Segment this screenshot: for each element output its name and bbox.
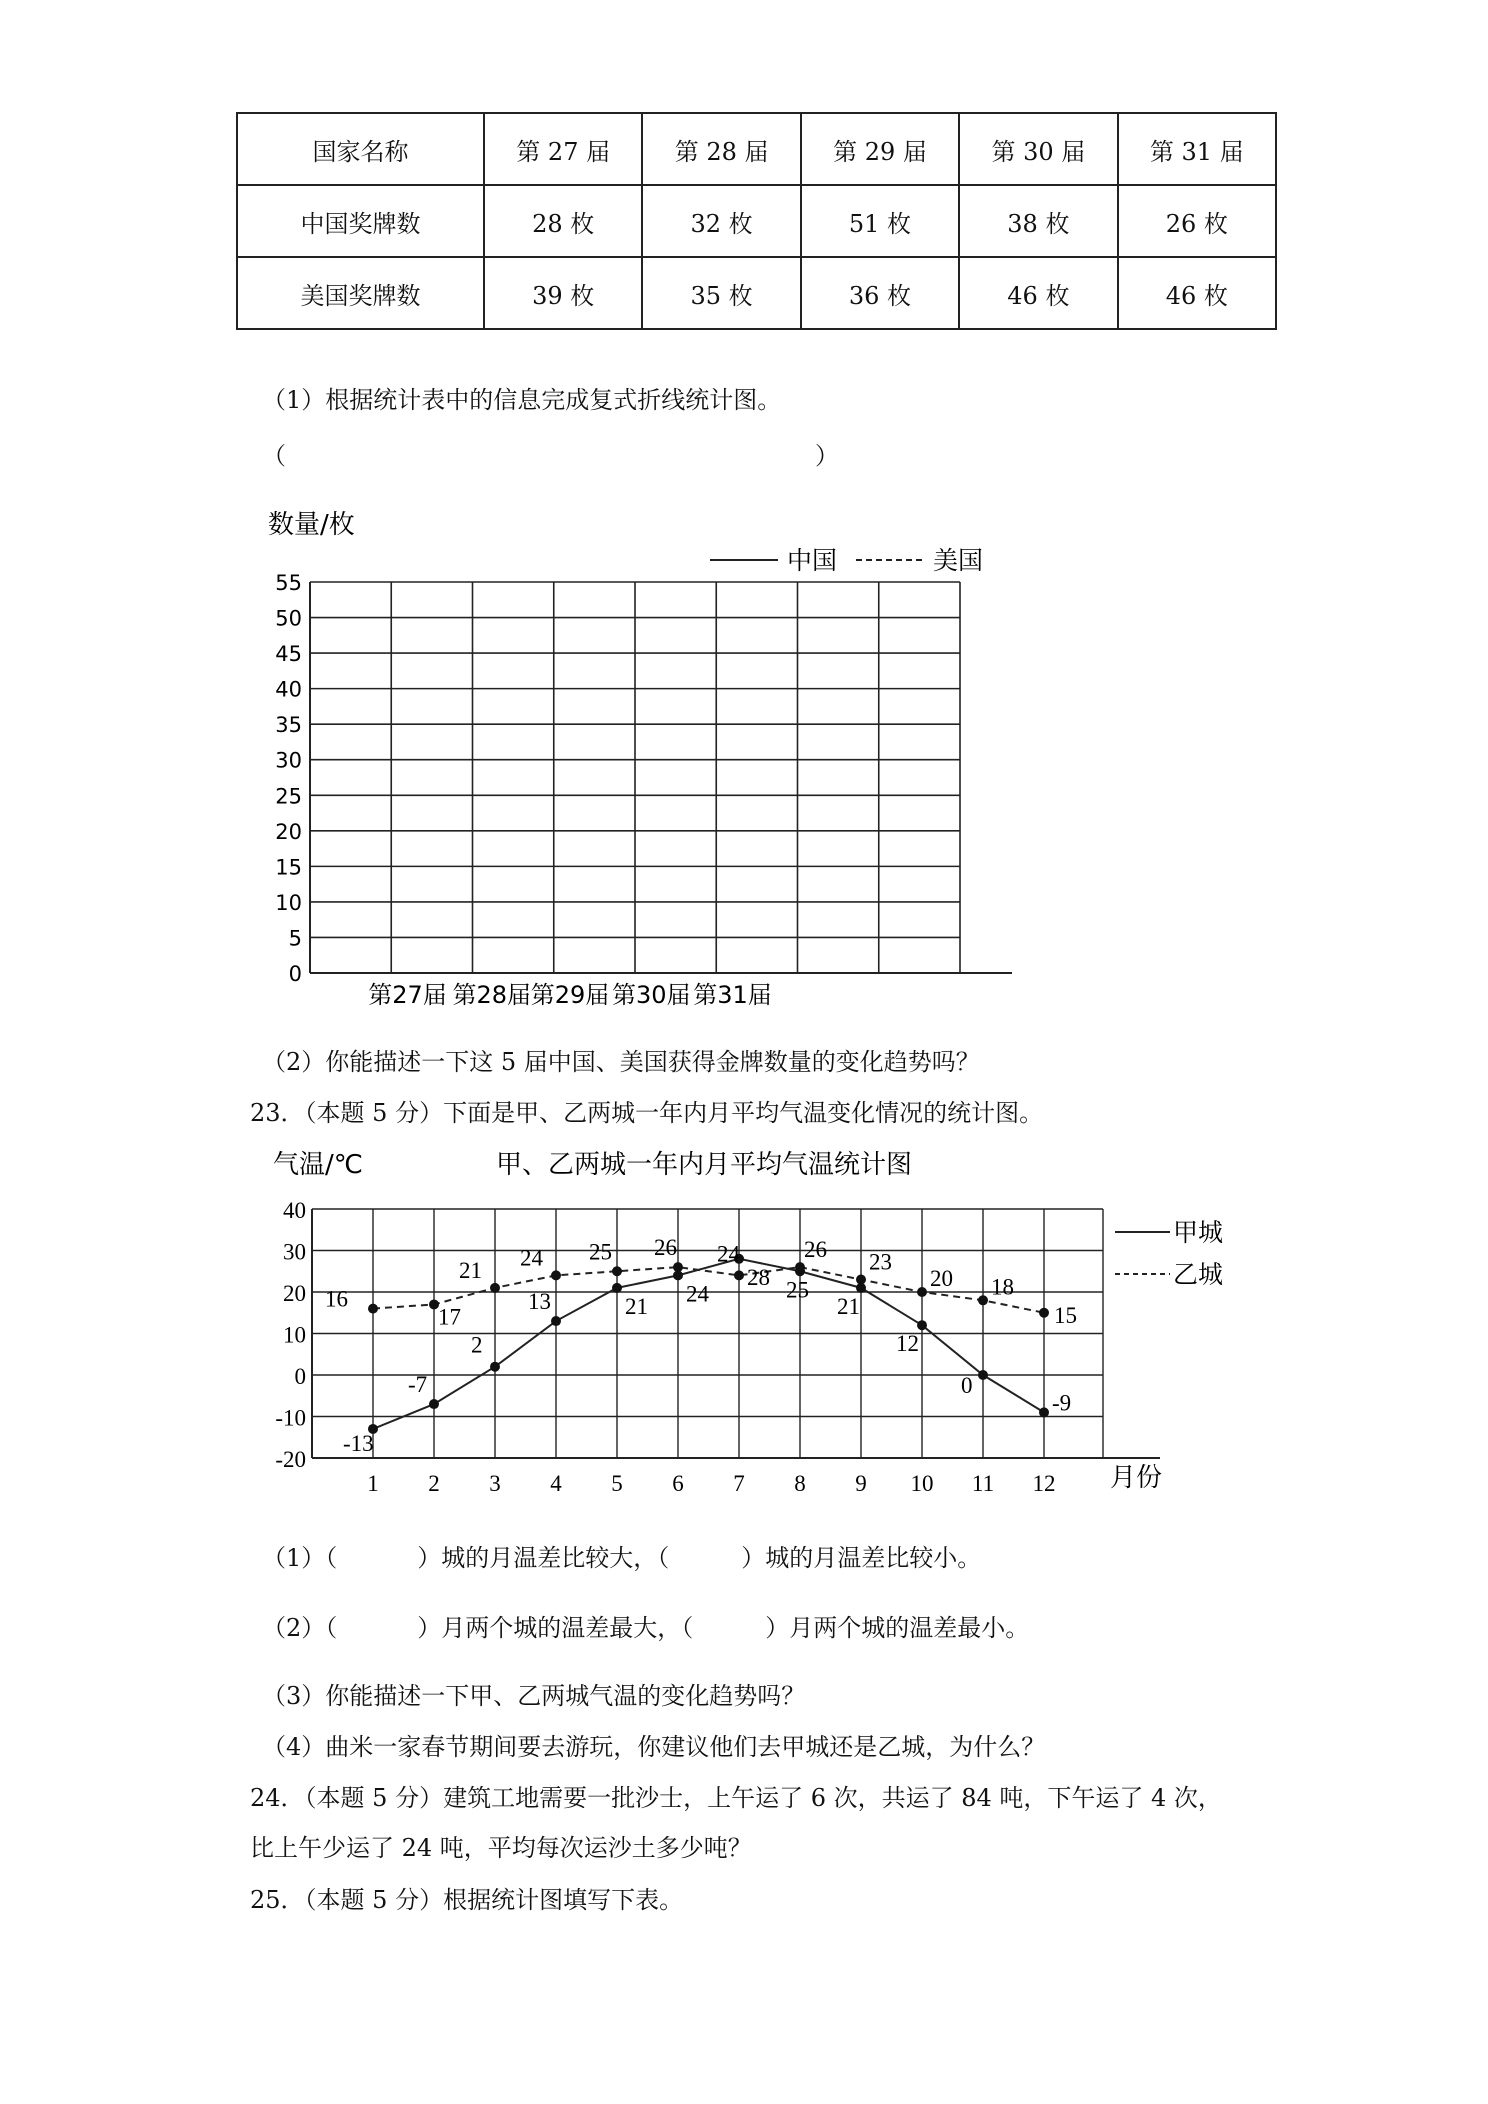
data-point — [612, 1283, 622, 1293]
y-tick-label: 0 — [294, 1364, 306, 1389]
x-tick-label: 第27届 — [368, 981, 447, 1009]
table-row — [237, 257, 1276, 329]
data-point — [490, 1283, 500, 1293]
x-tick-label: 4 — [550, 1471, 562, 1496]
y-tick-label: 40 — [283, 1198, 306, 1223]
temperature-chart — [260, 1140, 1260, 1520]
table-cell: 38 枚 — [959, 185, 1117, 257]
table-header-cell: 第 29 届 — [801, 113, 959, 185]
q23-p2-text-c: ）月两个城的温差最小。 — [765, 1614, 1030, 1642]
data-label-city-a: 2 — [471, 1332, 483, 1358]
y-tick-label: 35 — [275, 713, 302, 738]
q23-p4: （4）曲米一家春节期间要去游玩，你建议他们去甲城还是乙城，为什么？ — [262, 1733, 1046, 1761]
q23-p1-text-b: ）城的月温差比较大，（ — [417, 1544, 670, 1572]
data-point — [1039, 1308, 1049, 1318]
data-label-city-a: 28 — [747, 1264, 770, 1290]
q22-paren-close: ） — [815, 442, 839, 470]
data-label-city-a: 24 — [686, 1281, 709, 1307]
data-point — [1039, 1407, 1049, 1417]
q23-stem: 23．（本题 5 分）下面是甲、乙两城一年内月平均气温变化情况的统计图。 — [250, 1099, 1044, 1127]
y-tick-label: -10 — [275, 1405, 306, 1431]
table-row — [237, 185, 1276, 257]
x-tick-label: 第31届 — [693, 981, 772, 1009]
x-tick-label: 第30届 — [611, 981, 691, 1009]
q23-p3: （3）你能描述一下甲、乙两城气温的变化趋势吗？ — [262, 1682, 806, 1710]
legend-city-b: 乙城 — [1173, 1260, 1224, 1289]
x-tick-label: 8 — [794, 1471, 806, 1496]
chart1-x-ticks — [368, 981, 772, 1009]
chart1-y-ticks — [275, 571, 302, 986]
data-label-city-b: 18 — [991, 1274, 1014, 1300]
chart2-ylabel: 气温/℃ — [273, 1150, 363, 1180]
data-label-city-b: 24 — [717, 1241, 740, 1267]
data-point — [551, 1316, 561, 1326]
data-point — [917, 1287, 927, 1297]
data-label-city-b: 16 — [325, 1286, 348, 1312]
legend-china: 中国 — [787, 546, 838, 575]
table-cell: 美国奖牌数 — [237, 257, 484, 329]
x-tick-label: 第28届 — [452, 981, 532, 1009]
data-label-city-a: -7 — [408, 1372, 428, 1398]
chart2-title: 甲、乙两城一年内月平均气温统计图 — [496, 1150, 913, 1180]
y-tick-label: 25 — [275, 784, 302, 809]
table-cell: 46 枚 — [1118, 257, 1276, 329]
chart1-legend — [710, 546, 983, 575]
table-cell: 46 枚 — [959, 257, 1117, 329]
x-tick-label: 6 — [672, 1471, 684, 1496]
data-label-city-b: 21 — [459, 1257, 482, 1283]
x-tick-label: 11 — [971, 1471, 995, 1496]
data-label-city-b: 17 — [438, 1304, 461, 1330]
y-tick-label: 30 — [275, 748, 302, 773]
medal-table — [236, 112, 1277, 330]
x-tick-label: 1 — [367, 1471, 379, 1496]
data-point — [612, 1266, 622, 1276]
q25-line1: 25．（本题 5 分）根据统计图填写下表。 — [250, 1886, 684, 1914]
q22-part2: （2）你能描述一下这 5 届中国、美国获得金牌数量的变化趋势吗？ — [262, 1048, 980, 1076]
x-tick-label: 9 — [855, 1471, 867, 1496]
data-point — [978, 1295, 988, 1305]
table-header-cell: 国家名称 — [237, 113, 484, 185]
legend-city-a: 甲城 — [1173, 1218, 1224, 1247]
data-point — [673, 1262, 683, 1272]
table-cell: 28 枚 — [484, 185, 642, 257]
x-tick-label: 2 — [428, 1471, 440, 1496]
table-header-cell: 第 27 届 — [484, 113, 642, 185]
medal-chart — [260, 500, 1040, 1020]
data-label-city-a: 25 — [786, 1277, 809, 1303]
table-header-cell: 第 28 届 — [642, 113, 800, 185]
q23-p2-text-a: （2）（ — [262, 1614, 338, 1642]
table-cell: 39 枚 — [484, 257, 642, 329]
data-label-city-a: 0 — [961, 1373, 973, 1398]
y-tick-label: 5 — [288, 926, 302, 951]
data-label-city-a: -9 — [1052, 1390, 1072, 1416]
q22-part1: （1）根据统计表中的信息完成复式折线统计图。 — [262, 386, 782, 414]
data-point — [429, 1399, 439, 1409]
y-tick-label: 10 — [275, 890, 302, 915]
q23-p1-text-c: ）城的月温差比较小。 — [741, 1544, 982, 1572]
data-label-city-a: 21 — [625, 1293, 648, 1319]
data-point — [978, 1370, 988, 1380]
q23-p1 — [262, 1538, 981, 1573]
q23-p2-text-b: ）月两个城的温差最大，（ — [417, 1614, 694, 1642]
data-label-city-a: -13 — [343, 1430, 374, 1456]
table-cell: 中国奖牌数 — [237, 185, 484, 257]
chart2-y-ticks — [275, 1198, 306, 1472]
x-tick-label: 5 — [611, 1471, 623, 1496]
table-header-cell: 第 30 届 — [959, 113, 1117, 185]
data-label-city-b: 26 — [654, 1235, 677, 1261]
data-label-city-b: 25 — [589, 1239, 612, 1265]
chart1-ylabel: 数量/枚 — [268, 510, 355, 540]
chart1-grid — [310, 582, 1012, 973]
y-tick-label: 15 — [275, 855, 302, 880]
y-tick-label: 50 — [275, 606, 302, 631]
data-point — [490, 1362, 500, 1372]
data-label-city-b: 26 — [804, 1237, 827, 1263]
x-tick-label: 12 — [1032, 1471, 1056, 1496]
chart2-legend — [1115, 1218, 1223, 1289]
x-tick-label: 3 — [489, 1471, 501, 1496]
y-tick-label: 10 — [283, 1322, 306, 1348]
data-label-city-a: 13 — [528, 1289, 551, 1315]
data-point — [795, 1262, 805, 1272]
data-label-city-b: 24 — [520, 1245, 543, 1271]
q23-p2 — [262, 1608, 1029, 1643]
data-label-city-b: 20 — [930, 1266, 953, 1291]
y-tick-label: 30 — [283, 1239, 306, 1265]
y-tick-label: -20 — [275, 1447, 306, 1472]
table-header-cell: 第 31 届 — [1118, 113, 1276, 185]
legend-usa: 美国 — [933, 546, 984, 575]
chart2-xlabel: 月份 — [1110, 1463, 1163, 1493]
y-tick-label: 55 — [275, 571, 302, 595]
data-point — [856, 1275, 866, 1285]
chart2-x-ticks — [367, 1471, 1055, 1496]
table-cell: 32 枚 — [642, 185, 800, 257]
data-point — [368, 1304, 378, 1314]
x-tick-label: 第29届 — [530, 981, 610, 1009]
data-label-city-a: 21 — [837, 1293, 860, 1319]
data-label-city-b: 23 — [869, 1249, 892, 1275]
table-cell: 51 枚 — [801, 185, 959, 257]
table-cell: 26 枚 — [1118, 185, 1276, 257]
y-tick-label: 45 — [275, 642, 302, 667]
y-tick-label: 0 — [288, 962, 302, 986]
data-point — [551, 1270, 561, 1280]
q24-line2: 比上午少运了 24 吨，平均每次运沙土多少吨？ — [250, 1834, 752, 1862]
data-label-city-b: 15 — [1054, 1302, 1077, 1328]
x-tick-label: 10 — [910, 1471, 934, 1496]
data-point — [917, 1320, 927, 1330]
table-cell: 36 枚 — [801, 257, 959, 329]
q24-line1: 24．（本题 5 分）建筑工地需要一批沙士，上午运了 6 次，共运了 84 吨，下午运了 4 次， — [250, 1784, 1222, 1812]
x-tick-label: 7 — [733, 1471, 745, 1496]
q23-p1-text-a: （1）（ — [262, 1544, 338, 1572]
q22-paren-open: （ — [262, 442, 286, 470]
data-point — [734, 1270, 744, 1280]
data-label-city-a: 12 — [896, 1331, 919, 1357]
table-header-row — [237, 113, 1276, 185]
y-tick-label: 20 — [283, 1281, 306, 1306]
y-tick-label: 40 — [275, 677, 302, 702]
y-tick-label: 20 — [275, 819, 302, 844]
table-cell: 35 枚 — [642, 257, 800, 329]
